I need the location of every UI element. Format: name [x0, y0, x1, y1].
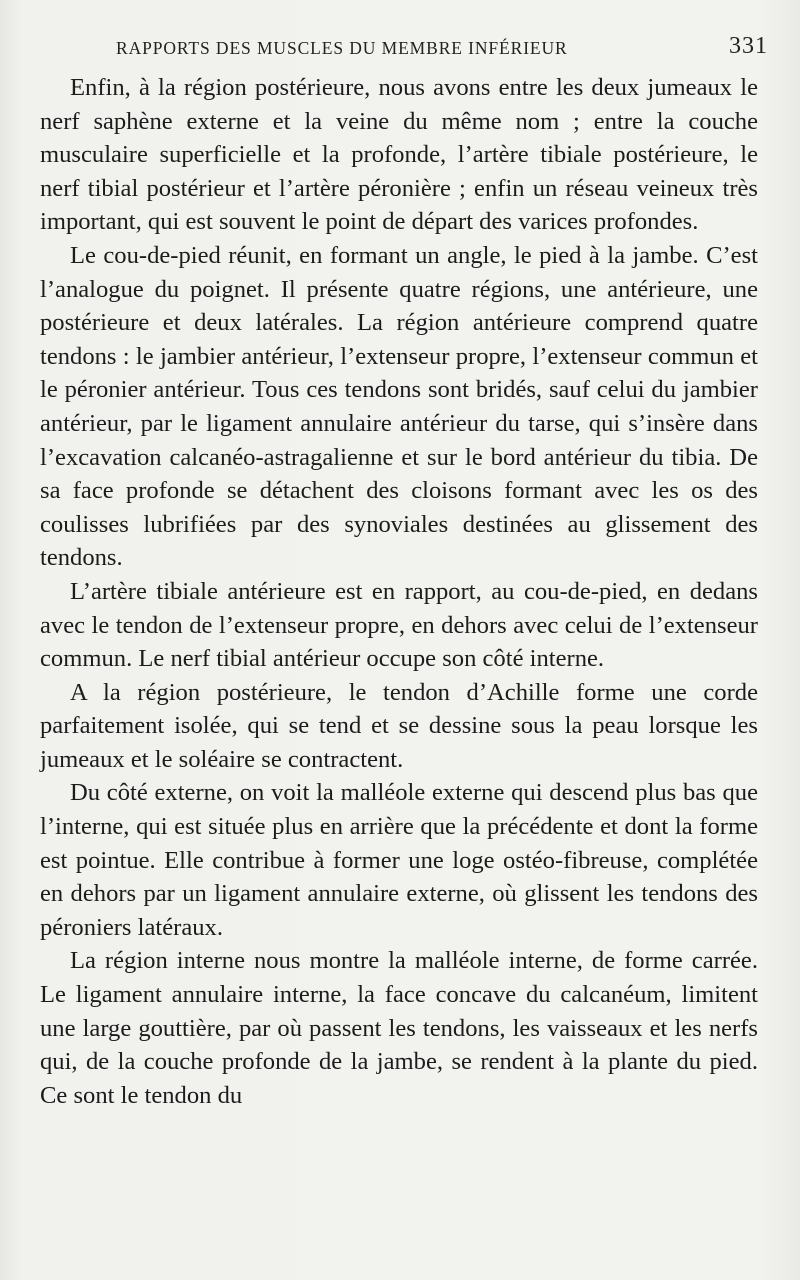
page-number: 331 [729, 33, 768, 59]
running-title: RAPPORTS DES MUSCLES DU MEMBRE INFÉRIEUR [116, 38, 568, 58]
body-text [40, 71, 758, 1112]
paragraph-achilles-tendon: A la région postérieure, le tendon d’Achille forme une corde parfaitement isolée, qui se tend et se dessine sous la peau lorsque les jumeaux et le soléaire se contractent. [40, 678, 758, 773]
running-header [116, 34, 768, 62]
paragraph-tibial-artery: L’artère tibiale antérieure est en rapport, au cou-de-pied, en dedans avec le tendon de l’extenseur propre, en dehors avec celui de l’extenseur commun. Le nerf tibial antérieur occupe son côté interne. [40, 577, 758, 673]
paragraph-internal-region: La région interne nous montre la malléole interne, de forme carrée. Le ligament annulaire interne, la face concave du calcanéum, limitent une large gouttière, par où passent les tendons, les vaisseaux et les nerfs qui, de la couche profonde de la jambe, se rendent à la plante du pied. Ce sont le tendon du [40, 947, 758, 1109]
paragraph-posterior-region: Enfin, à la région postérieure, nous avons entre les deux jumeaux le nerf saphène externe et la veine du même nom ; entre la couche musculaire superficielle et la profonde, l’artère tibiale postérieure, le nerf tibial postérieur et l’artère péronière ; enfin un réseau veineux très important, qui est souvent le point de départ des varices profondes. [40, 74, 758, 236]
paragraph-external-side: Du côté externe, on voit la malléole externe qui descend plus bas que l’interne, qui est située plus en arrière que la précédente et dont la forme est pointue. Elle contribue à former une loge ostéo-fibreuse, complétée en dehors par un ligament annulaire externe, où glissent les tendons des péroniers latéraux. [40, 779, 758, 941]
paragraph-cou-de-pied: Le cou-de-pied réunit, en formant un angle, le pied à la jambe. C’est l’analogue du poignet. Il présente quatre régions, une antérieure, une postérieure et deux latérales. La région antérieure comprend quatre tendons : le jambier antérieur, l’extenseur propre, l’extenseur commun et le péronier antérieur. Tous ces tendons sont bridés, sauf celui du jambier antérieur, par le ligament annulaire antérieur du tarse, qui s’insère dans l’excavation calcanéo-astragalienne et sur le bord antérieur du tibia. De sa face profonde se détachent des cloisons formant avec les os des coulisses lubrifiées par des synoviales destinées au glissement des tendons. [40, 241, 758, 572]
